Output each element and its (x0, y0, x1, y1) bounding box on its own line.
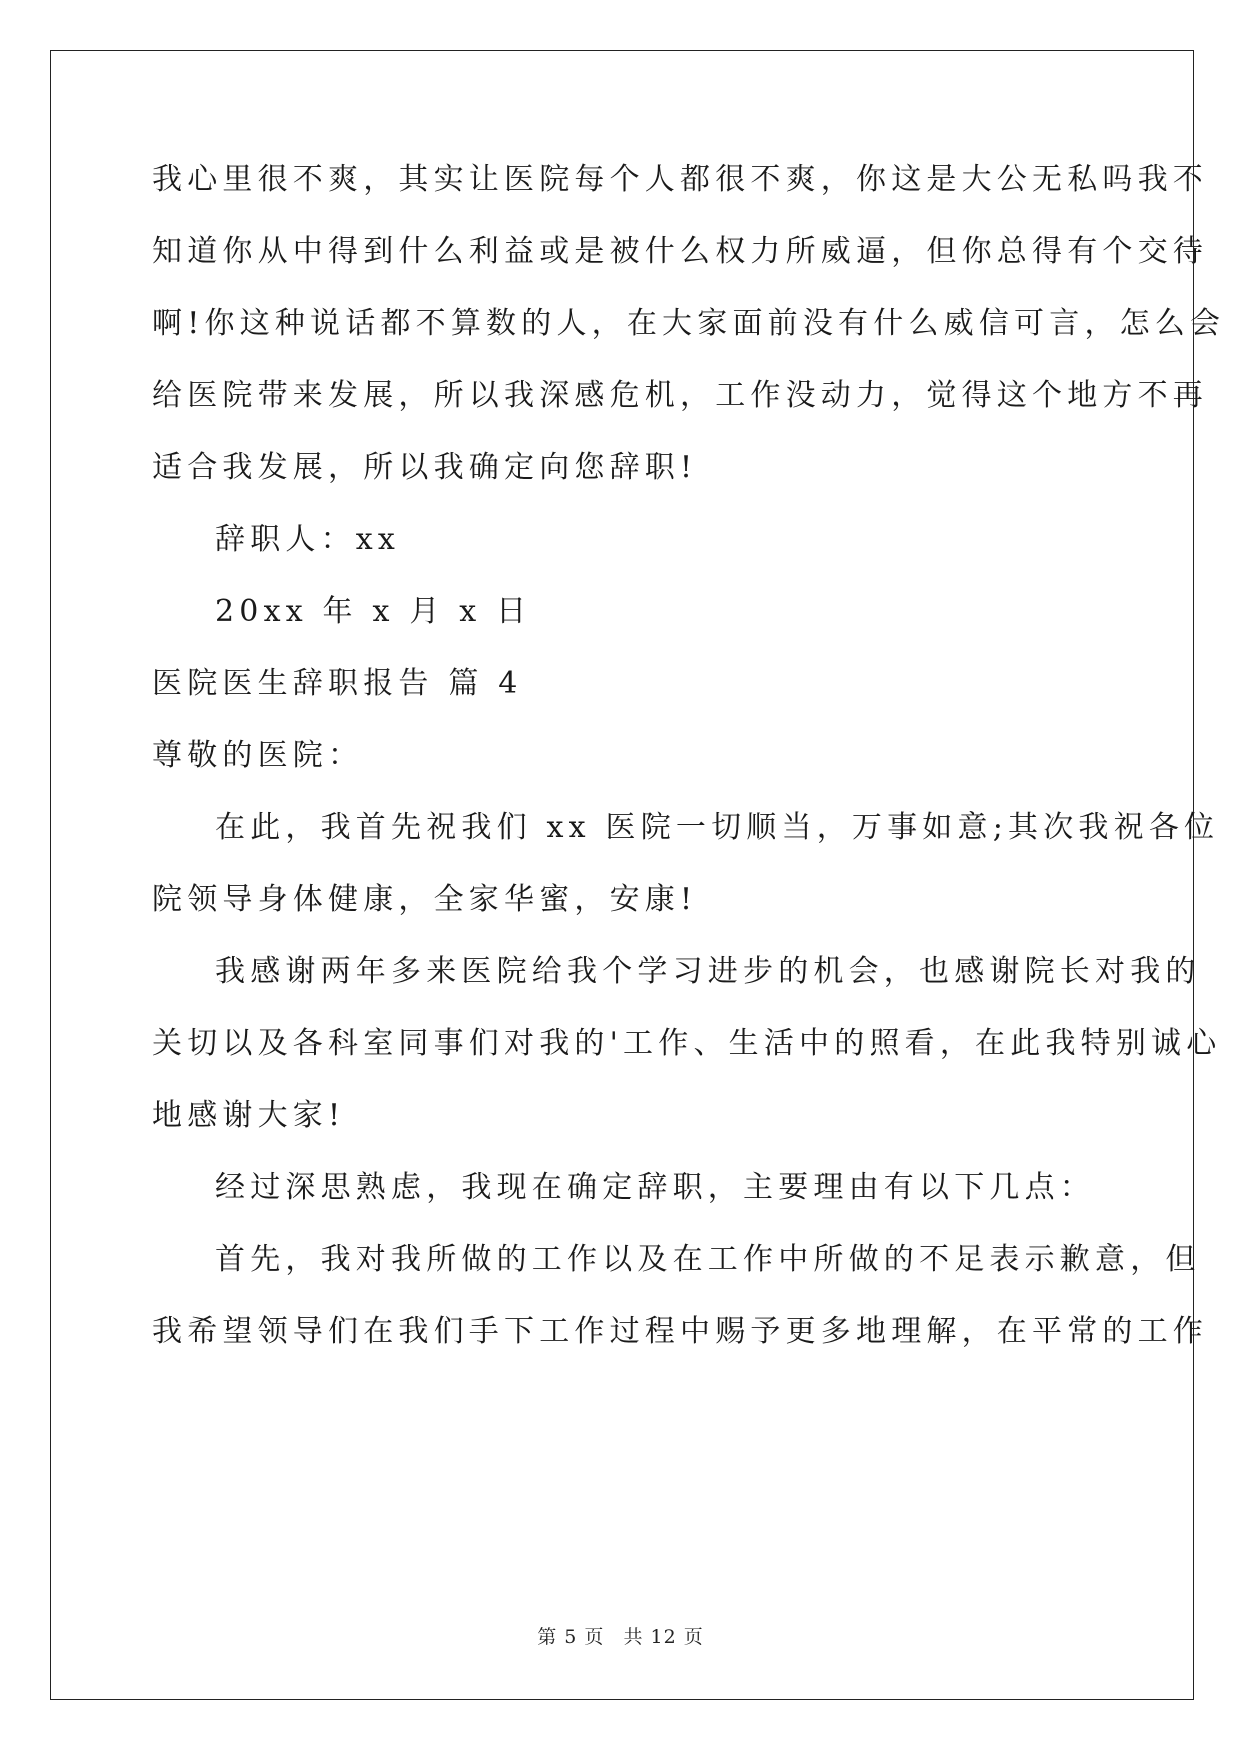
body-line: 关切以及各科室同事们对我的'工作、生活中的照看，在此我特别诚心 (152, 1026, 1222, 1061)
body-line: 院领导身体健康，全家华蜜，安康! (152, 882, 698, 917)
page-border (50, 50, 1194, 1700)
section-heading: 医院医生辞职报告 篇 4 (152, 666, 523, 701)
body-line: 我感谢两年多来医院给我个学习进步的机会，也感谢院长对我的 (215, 954, 1201, 989)
body-line: 知道你从中得到什么利益或是被什么权力所威逼，但你总得有个交待 (152, 234, 1208, 269)
body-line: 给医院带来发展，所以我深感危机，工作没动力，觉得这个地方不再 (152, 378, 1208, 413)
body-line: 地感谢大家! (152, 1098, 346, 1133)
body-line: 我希望领导们在我们手下工作过程中赐予更多地理解，在平常的工作 (152, 1314, 1208, 1349)
page-total: 共 12 页 (623, 1626, 704, 1648)
page-number: 第 5 页 (537, 1626, 605, 1648)
salutation: 尊敬的医院： (152, 738, 364, 773)
body-line: 适合我发展，所以我确定向您辞职! (152, 450, 698, 485)
signature-date: 20xx 年 x 月 x 日 (215, 594, 532, 629)
signature-name: 辞职人：xx (215, 522, 401, 557)
body-line: 啊!你这种说话都不算数的人，在大家面前没有什么威信可言，怎么会 (152, 306, 1226, 341)
page-footer (0, 1622, 1241, 1649)
body-line: 在此，我首先祝我们 xx 医院一切顺当，万事如意;其次我祝各位 (215, 810, 1220, 845)
body-line: 首先，我对我所做的工作以及在工作中所做的不足表示歉意，但 (215, 1242, 1201, 1277)
body-line: 经过深思熟虑，我现在确定辞职，主要理由有以下几点： (215, 1170, 1095, 1205)
body-line: 我心里很不爽，其实让医院每个人都很不爽，你这是大公无私吗我不 (152, 162, 1208, 197)
